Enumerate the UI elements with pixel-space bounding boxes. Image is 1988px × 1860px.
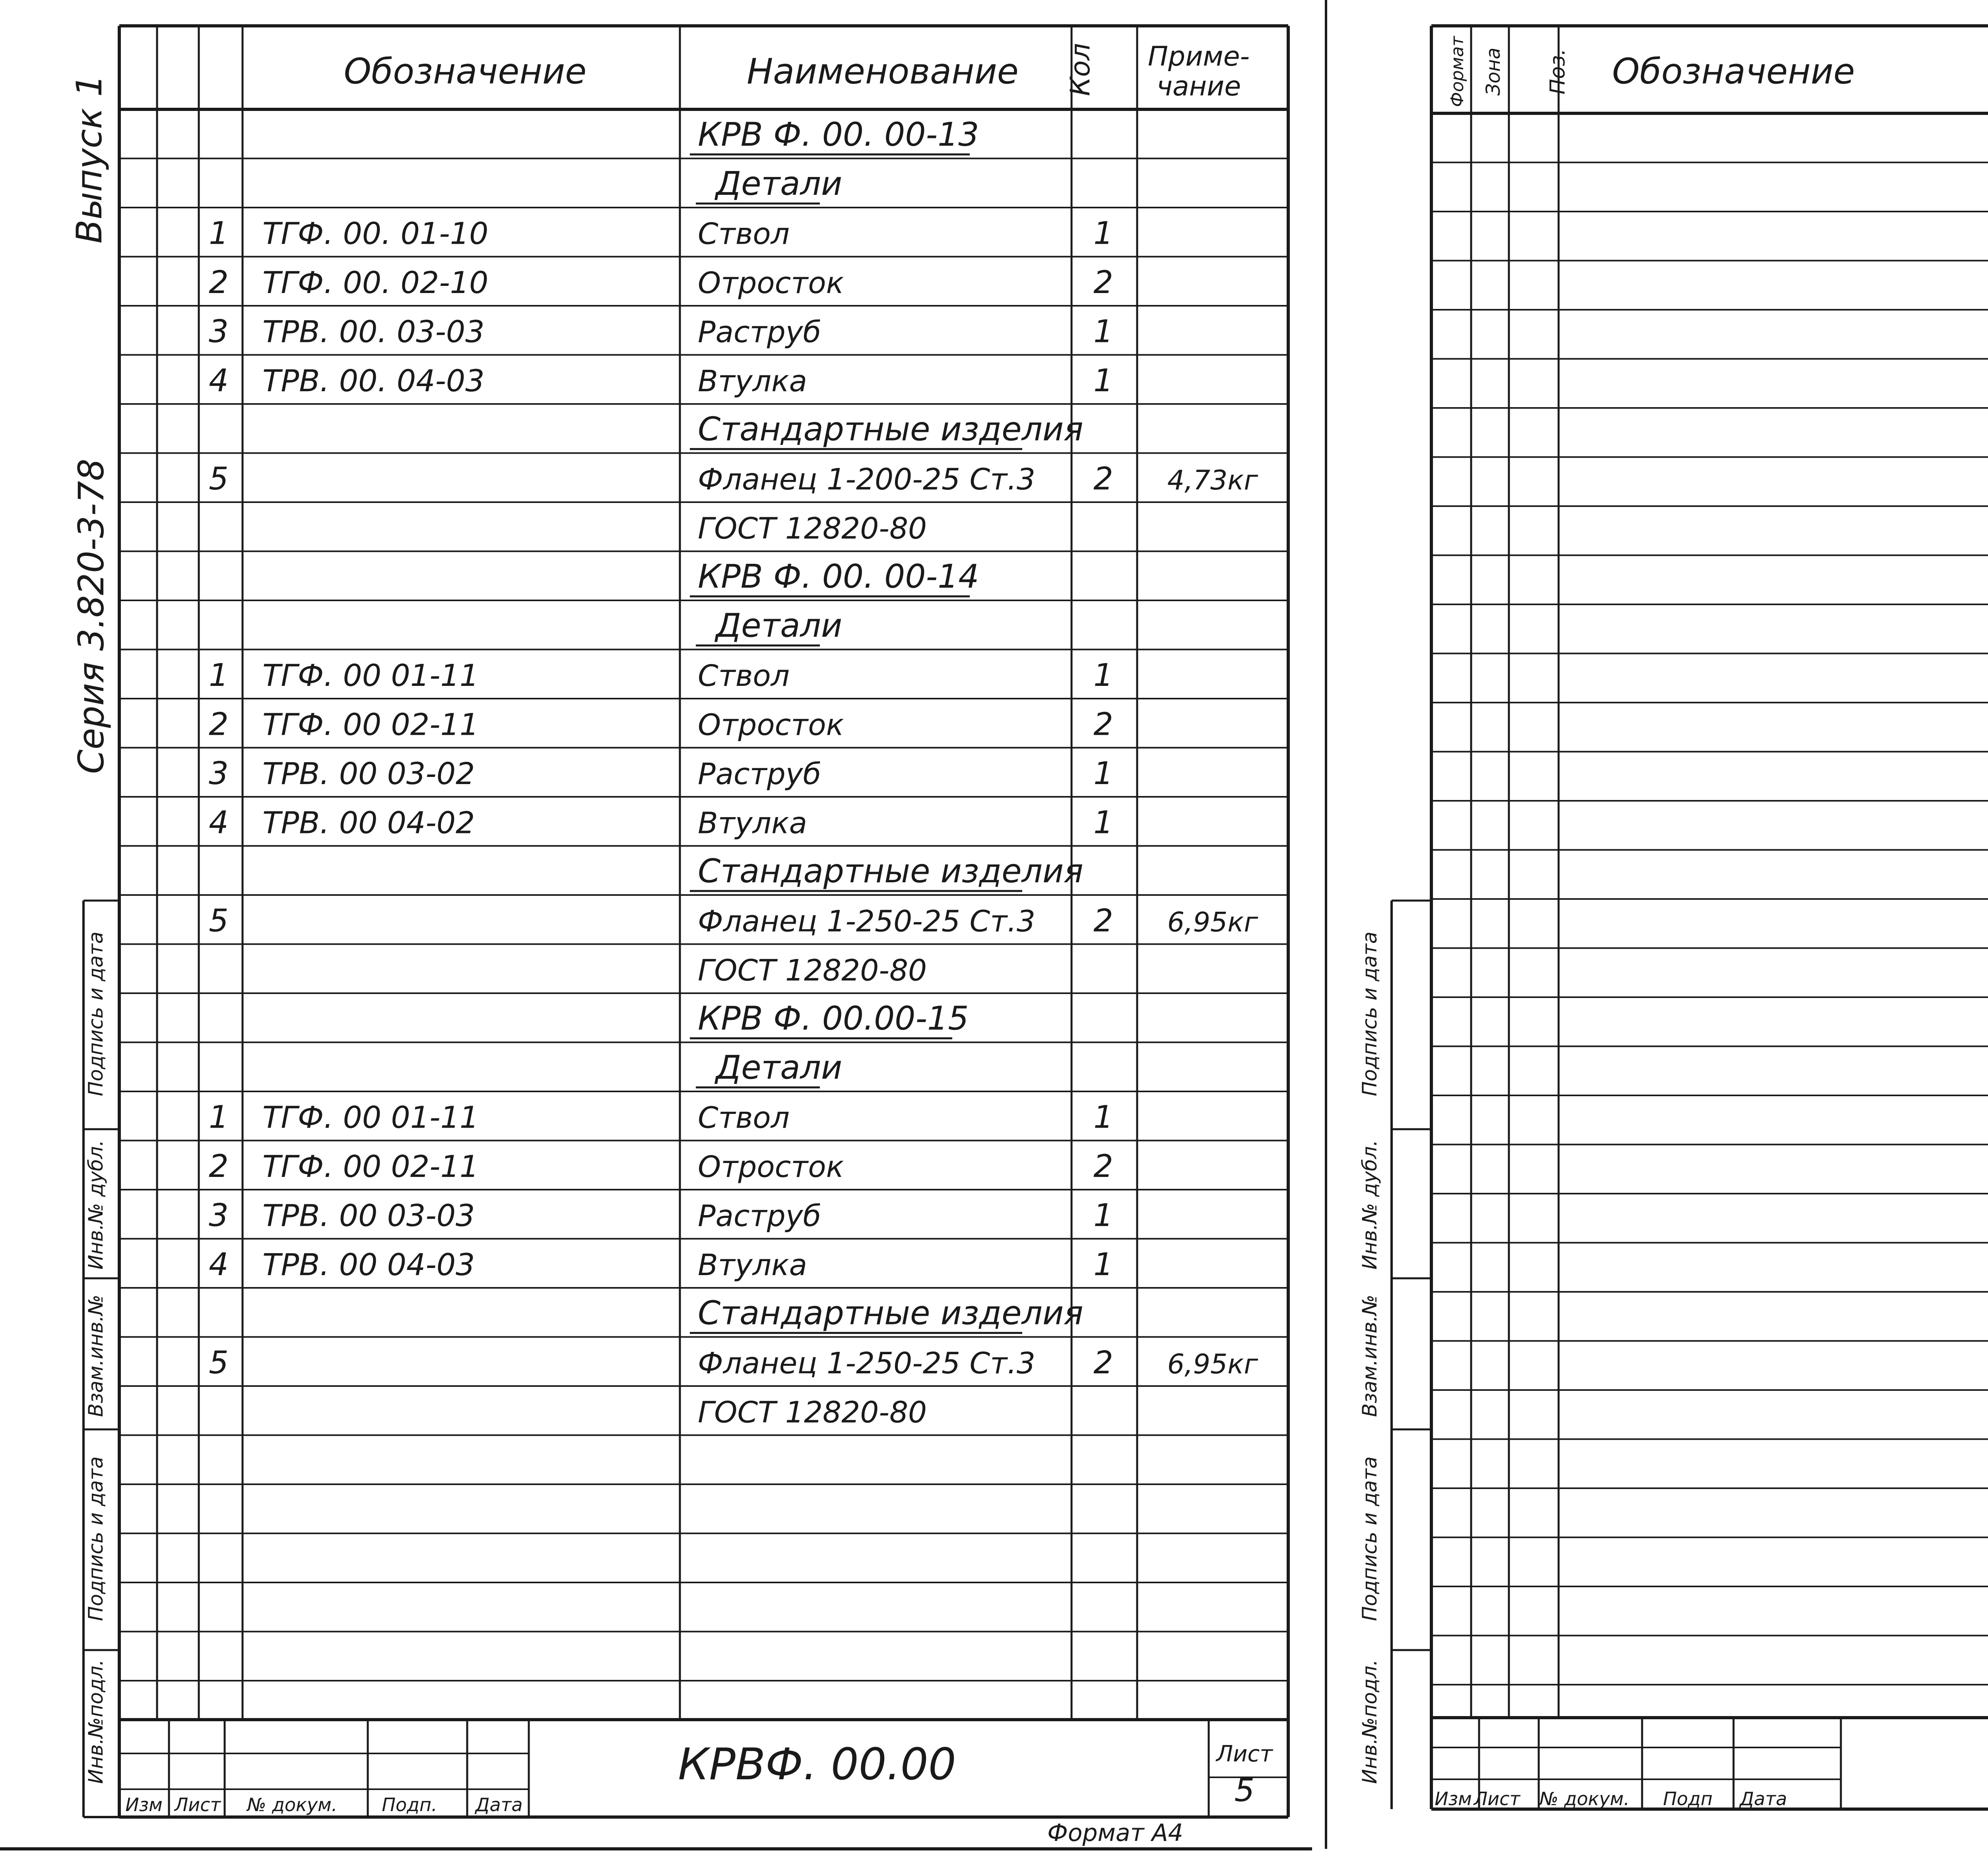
table-row [690,558,979,596]
left-sheet-number: 5 [1234,1772,1255,1809]
row-designation: ТРВ. 00 04-03 [262,1246,475,1282]
row-name: Стандартные изделия [698,410,1083,448]
right-stamp-inv-orig: Инв.№подл. [1358,1659,1381,1784]
row-quantity: 2 [1093,461,1113,497]
row-name: Ствол [698,217,790,251]
row-name: Отросток [698,708,844,742]
row-designation: ТРВ. 00. 03-03 [262,314,485,349]
table-row [209,461,1258,497]
table-row [698,511,927,546]
table-row [209,265,1113,301]
row-position: 1 [209,657,229,693]
row-note: 4,73кг [1167,464,1258,496]
table-row [209,216,1113,251]
row-quantity: 1 [1093,216,1113,252]
row-designation: ТРВ. 00 03-02 [262,755,475,791]
row-quantity: 1 [1093,755,1113,792]
row-position: 3 [209,1198,229,1234]
left-header-designation: Обозначение [344,51,587,92]
right-header-designation: Обозначение [1612,51,1855,92]
row-name: Отросток [698,1149,844,1184]
row-designation: ТГФ. 00. 01-10 [262,216,489,251]
left-format-label: Формат А4 [1047,1819,1183,1847]
row-quantity: 1 [1093,1246,1113,1283]
row-name: Втулка [698,806,808,841]
left-stamp-sign-date-2: Подпись и дата [84,931,107,1097]
table-row [690,852,1083,891]
left-title-block [125,1739,1273,1815]
row-quantity: 1 [1093,314,1113,350]
row-designation: ТГФ. 00 02-11 [262,707,479,742]
left-tb-list: Лист [174,1794,221,1815]
right-tb-list: Лист [1474,1788,1520,1810]
left-header-note-2: чание [1156,71,1241,102]
table-row [690,1000,969,1038]
row-name: Стандартные изделия [698,852,1083,890]
table-row [209,363,1113,399]
left-tb-sign: Подп. [382,1794,437,1815]
table-row [690,1294,1083,1333]
table-row [690,116,979,154]
right-stamp-dup-inv: Инв.№ дубл. [1358,1140,1381,1270]
table-row [696,165,842,204]
right-header-format: Формат [1447,36,1468,107]
row-name: Отросток [698,266,844,300]
table-row [696,1049,842,1087]
row-position: 5 [209,903,229,939]
table-row [209,707,1113,742]
right-table-header [1447,35,1988,107]
row-name: Раструб [698,757,821,791]
row-name: Ствол [698,658,790,693]
table-row [698,1395,927,1429]
row-note: 6,95кг [1167,907,1258,938]
row-name: Фланец 1-250-25 Ст.3 [698,1346,1035,1380]
row-position: 1 [209,216,229,252]
row-quantity: 1 [1093,1099,1113,1136]
table-row [209,1345,1258,1381]
row-quantity: 1 [1093,363,1113,399]
table-row [209,1247,1113,1283]
row-position: 4 [209,1246,229,1283]
row-name: ГОСТ 12820-80 [698,511,927,546]
row-name: Стандартные изделия [698,1294,1083,1332]
table-row [209,1149,1113,1184]
row-position: 5 [209,1345,229,1381]
row-name: Детали [716,165,843,203]
left-header-qty: Кол [1065,43,1096,96]
table-row [209,903,1258,939]
row-quantity: 1 [1093,805,1113,841]
left-tb-izm: Изм [125,1794,163,1815]
left-stamp-inv-orig: Инв.№подл. [84,1659,107,1784]
left-document-code: КРВФ. 00.00 [678,1739,956,1790]
row-position: 4 [209,805,229,841]
left-stamp-column [84,932,107,1784]
row-name: КРВ Ф. 00. 00-14 [698,557,979,596]
row-designation: ТГФ. 00 01-11 [262,1099,479,1135]
right-tb-date: Дата [1740,1788,1787,1810]
left-table-body [209,116,1258,1429]
row-position: 2 [209,264,229,301]
row-name: Фланец 1-200-25 Ст.3 [698,462,1035,497]
row-quantity: 1 [1093,657,1113,693]
row-name: Втулка [698,1248,808,1282]
right-header-zone: Зона [1482,47,1505,96]
row-designation: ТРВ. 00. 04-03 [262,363,485,398]
left-stamp-dup-inv: Инв.№ дубл. [84,1140,107,1270]
row-quantity: 2 [1093,1345,1113,1381]
table-row [209,805,1113,841]
right-title-block [1435,1731,1988,1810]
right-stamp-sign-date-2: Подпись и дата [1358,931,1381,1097]
row-designation: ТГФ. 00 01-11 [262,657,479,693]
left-stamp-sign-date-1: Подпись и дата [84,1456,107,1621]
right-tb-docno: № докум. [1539,1788,1630,1810]
table-row [690,410,1083,449]
right-stamp-sign-date-1: Подпись и дата [1358,1456,1381,1621]
table-row [696,607,842,645]
row-position: 2 [209,1148,229,1184]
row-designation: ТРВ. 00 03-03 [262,1198,475,1233]
row-note: 6,95кг [1167,1348,1258,1380]
row-designation: ТГФ. 00. 02-10 [262,264,489,300]
row-name: Ствол [698,1101,790,1135]
left-header-name: Наименование [747,51,1019,92]
row-position: 3 [209,755,229,792]
left-stamp-replace-inv: Взам.инв.№ [84,1295,107,1417]
right-tb-izm: Изм [1435,1788,1472,1810]
row-name: Фланец 1-250-25 Ст.3 [698,904,1035,939]
table-row [209,314,1113,349]
row-position: 4 [209,363,229,399]
row-name: ГОСТ 12820-80 [698,953,927,988]
left-tb-docno: № докум. [247,1794,338,1815]
row-name: КРВ Ф. 00.00-15 [698,1000,969,1038]
row-position: 1 [209,1099,229,1136]
row-name: Раструб [698,1199,821,1233]
row-name: Детали [716,1048,843,1087]
row-position: 2 [209,707,229,743]
row-designation: ТРВ. 00 04-02 [262,805,475,841]
row-quantity: 2 [1093,1148,1113,1184]
table-row [209,658,1113,693]
row-position: 5 [209,461,229,497]
row-name: ГОСТ 12820-80 [698,1395,927,1430]
right-header-pos: Поз. [1546,49,1570,95]
right-sheet [1358,0,1988,1854]
row-position: 3 [209,314,229,350]
table-row [209,756,1113,792]
row-quantity: 2 [1093,707,1113,743]
left-side-label-issue: Выпуск 1 [69,74,110,244]
right-stamp-column [1358,932,1381,1784]
row-quantity: 1 [1093,1198,1113,1234]
row-name: Детали [716,607,843,645]
row-quantity: 2 [1093,903,1113,939]
row-name: Раструб [698,315,821,349]
row-name: КРВ Ф. 00. 00-13 [698,116,979,154]
left-tb-date: Дата [475,1794,523,1815]
left-sheet-label: Лист [1216,1741,1273,1767]
right-tb-sign: Подп [1663,1788,1713,1810]
row-name: Втулка [698,364,808,398]
left-side-label-series: Серия 3.820-3-78 [71,458,112,774]
table-row [209,1198,1113,1233]
row-designation: ТГФ. 00 02-11 [262,1148,479,1184]
row-quantity: 2 [1093,264,1113,301]
left-table-header [344,41,1250,102]
table-row [209,1099,1113,1135]
table-row [698,953,927,988]
right-stamp-replace-inv: Взам.инв.№ [1358,1295,1381,1417]
left-header-note-1: Приме- [1147,41,1250,72]
